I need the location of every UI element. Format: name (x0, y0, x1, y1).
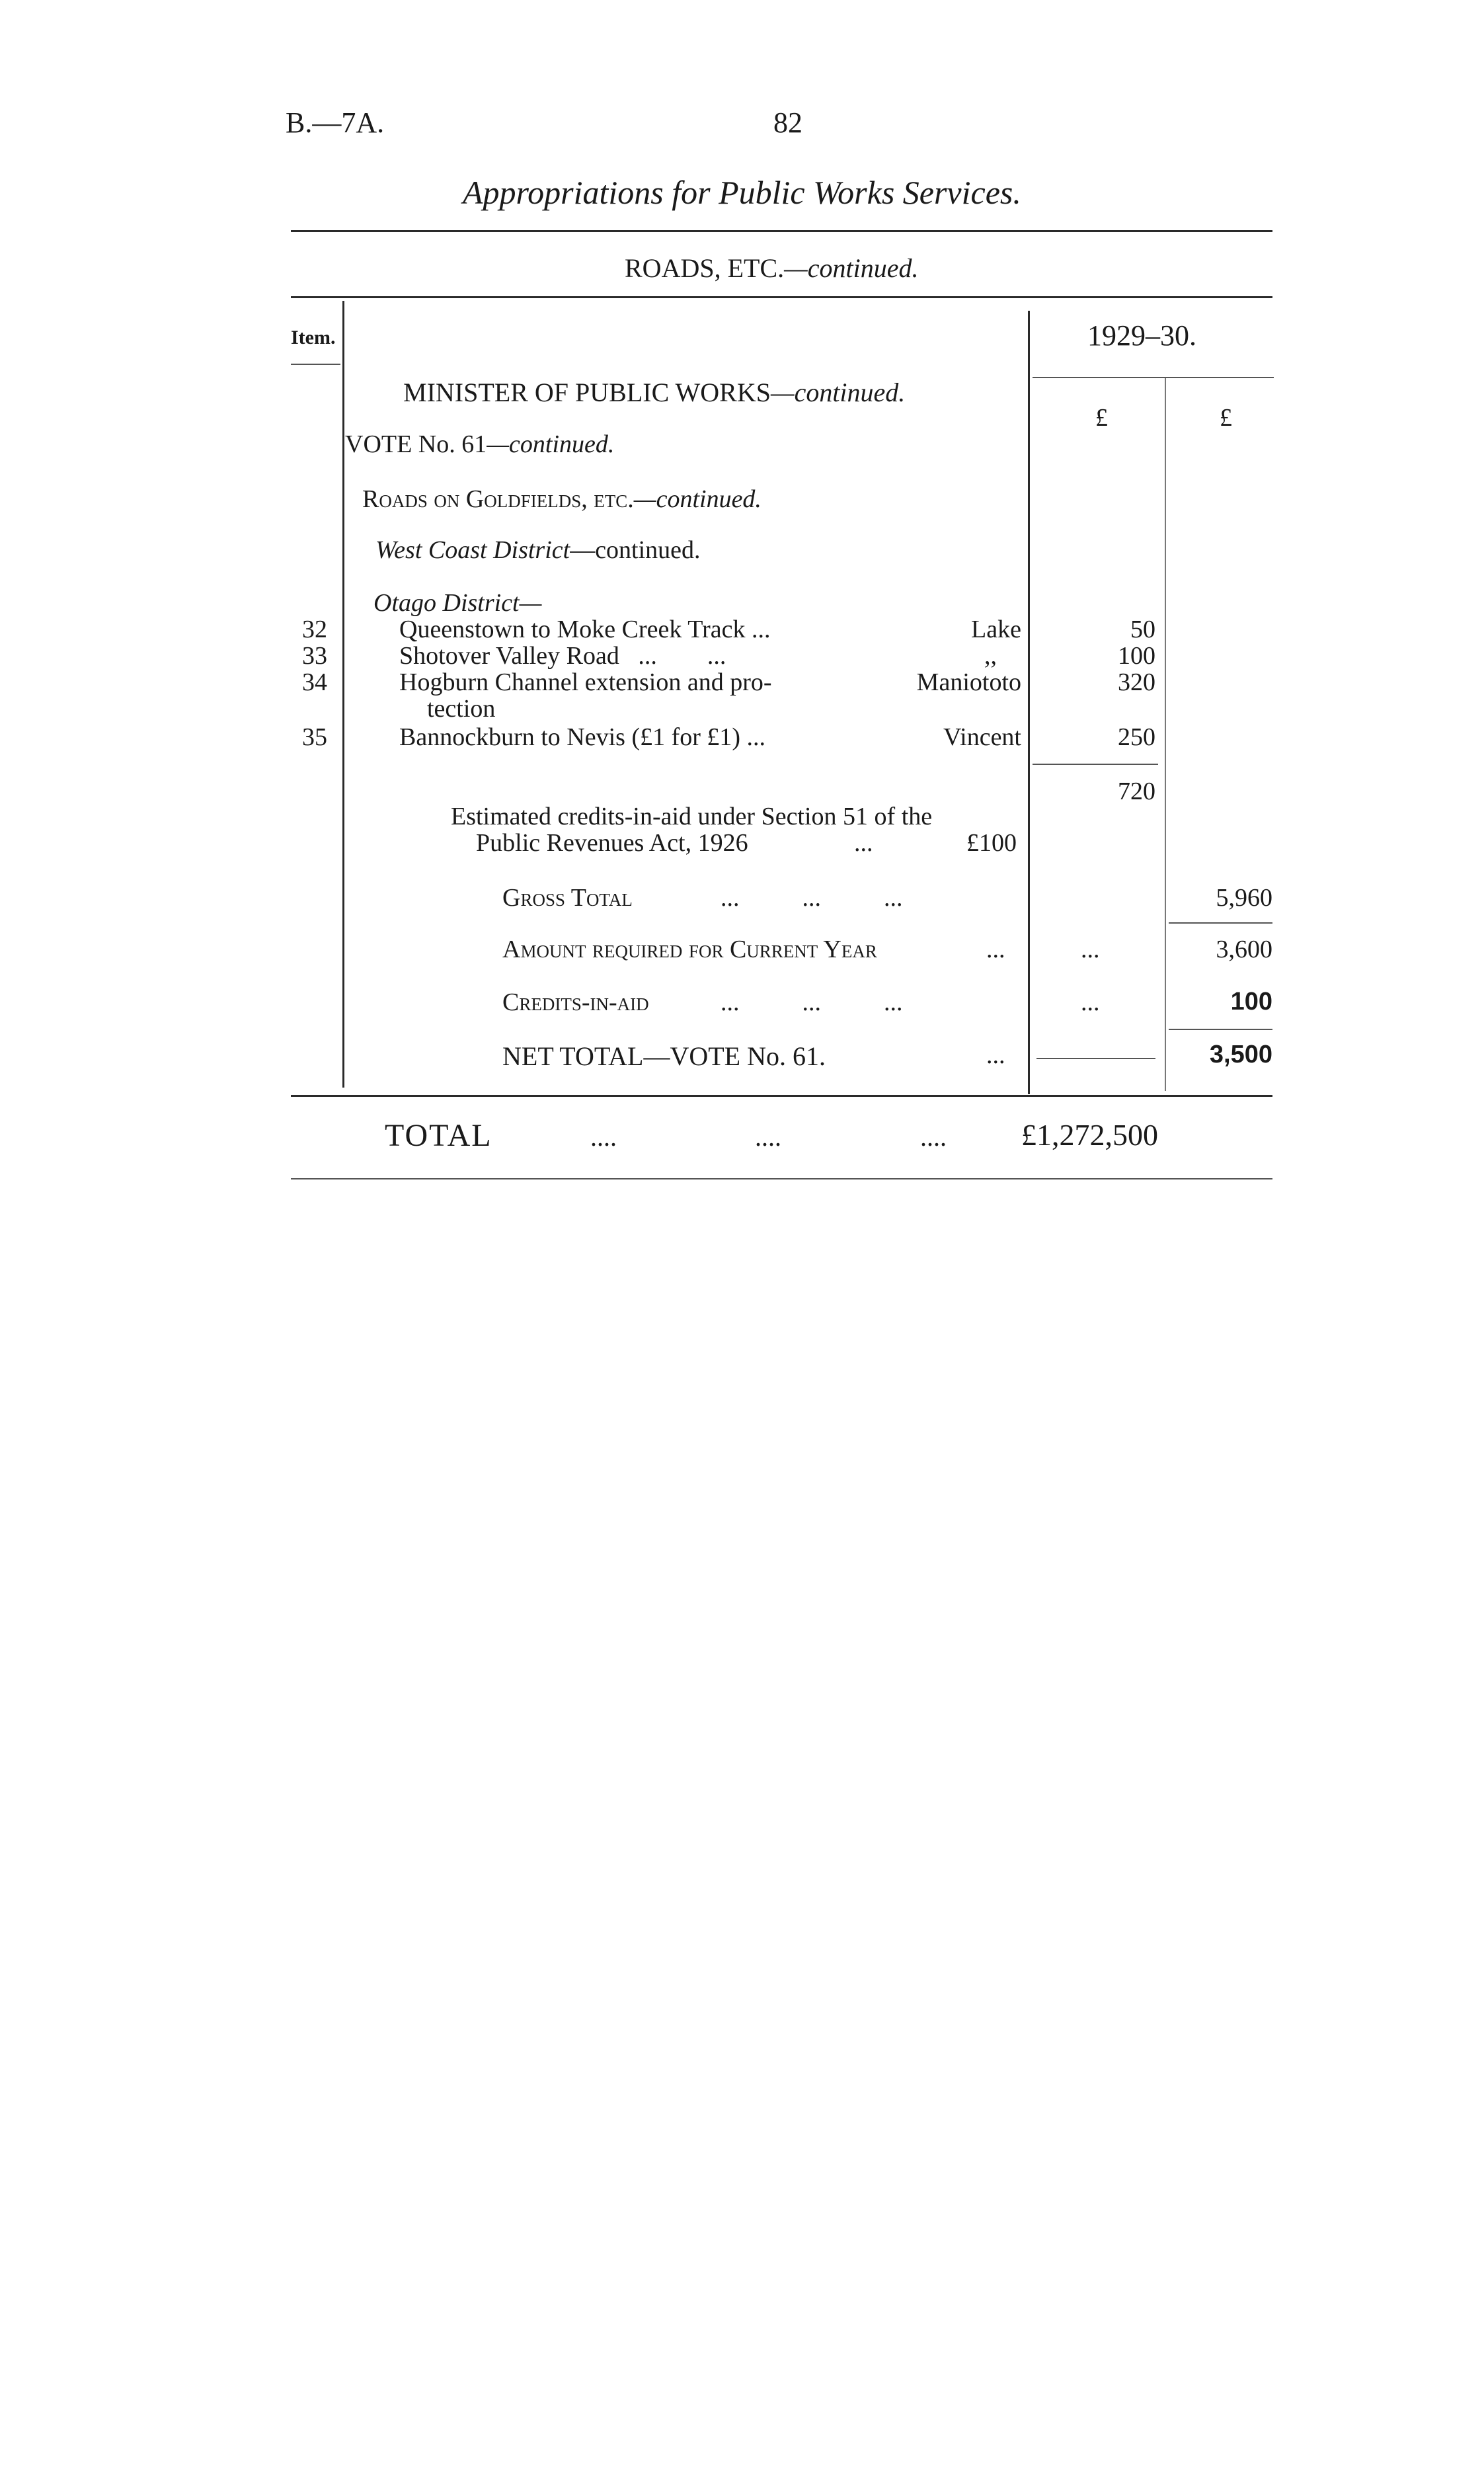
row-33-amount: 100 (1118, 642, 1155, 670)
amount-required-label: Amount required for Current Year (502, 936, 877, 963)
vote-heading (345, 430, 614, 459)
year-column-header: 1929–30. (1087, 319, 1196, 352)
row-33-county: ,, (984, 642, 997, 670)
gross-total-value: 5,960 (1216, 884, 1272, 912)
minister-heading-text: MINISTER OF PUBLIC WORKS (403, 378, 771, 407)
credits-in-aid-column-dots: ... (1081, 988, 1100, 1016)
section-title-text: ROADS, ETC. (625, 253, 785, 283)
grand-total-dots-2: .... (755, 1122, 781, 1152)
grand-total-dots-3: .... (920, 1122, 947, 1152)
table-bottom-rule (291, 1095, 1272, 1097)
net-total-value: 3,500 (1209, 1041, 1272, 1068)
subtotal-amount: 720 (1118, 778, 1155, 805)
minister-heading-suffix: —continued. (771, 378, 906, 407)
grand-total-label: TOTAL (385, 1118, 492, 1153)
pound-symbol-col1: £ (1095, 404, 1108, 432)
section-rule (291, 296, 1272, 298)
gross-total-dots: ... ... ... (721, 884, 903, 912)
minister-heading (403, 377, 905, 408)
amount-column-divider-left (1028, 311, 1030, 1094)
credits-in-aid-value: 100 (1230, 988, 1272, 1016)
row-34-amount: 320 (1118, 668, 1155, 696)
subhead-heading-text: Roads on Goldfields, etc. (362, 485, 634, 513)
page-number: 82 (773, 106, 802, 139)
row-32-description: Queenstown to Moke Creek Track ... (399, 616, 771, 643)
row-34-description-cont: tection (427, 695, 496, 723)
west-coast-heading-text: West Coast District (375, 536, 570, 564)
vote-heading-suffix: —continued. (487, 430, 615, 458)
row-35-amount: 250 (1118, 723, 1155, 751)
vote-heading-text: VOTE No. 61 (345, 430, 487, 458)
row-34-county: Maniototo (916, 668, 1021, 696)
subhead-heading-suffix: —continued. (633, 485, 762, 513)
item-header-underline (291, 364, 340, 365)
row-34-description: Hogburn Channel extension and pro- (399, 668, 772, 696)
row-33-item: 33 (302, 642, 327, 670)
gross-total-rule (1169, 922, 1272, 924)
credits-note-line2: Public Revenues Act, 1926 (476, 829, 748, 857)
row-35-description: Bannockburn to Nevis (£1 for £1) ... (399, 723, 766, 751)
gross-total-label: Gross Total (502, 884, 633, 912)
amount-required-column-dots: ... (1081, 936, 1100, 963)
row-35-county: Vincent (943, 723, 1021, 751)
amount-required-value: 3,600 (1216, 936, 1272, 963)
net-total-label: NET TOTAL—VOTE No. 61. (502, 1041, 826, 1071)
credits-in-aid-dots: ... ... ... (721, 988, 903, 1016)
header-rule-top (291, 230, 1272, 232)
net-total-dash (1036, 1058, 1155, 1059)
credits-note-amount: £100 (966, 829, 1017, 857)
section-title-suffix: —continued. (784, 253, 919, 283)
section-title (625, 253, 918, 284)
credits-in-aid-rule (1169, 1029, 1272, 1030)
row-34-item: 34 (302, 668, 327, 696)
subtotal-rule (1033, 764, 1158, 765)
doc-reference: B.—7A. (286, 106, 385, 139)
otago-heading: Otago District— (373, 589, 542, 617)
item-column-header: Item. (291, 327, 336, 348)
subhead-heading (362, 485, 762, 514)
item-column-divider (342, 301, 344, 1088)
pound-symbol-col2: £ (1220, 404, 1232, 432)
grand-total-rule (291, 1178, 1272, 1179)
west-coast-heading-suffix: —continued. (570, 536, 701, 564)
row-32-item: 32 (302, 616, 327, 643)
row-32-amount: 50 (1130, 616, 1155, 643)
credits-note-line1: Estimated credits-in-aid under Section 51 of the (451, 803, 933, 830)
amount-required-dots: ... (986, 936, 1005, 963)
amount-column-divider-mid (1165, 377, 1166, 1091)
row-35-item: 35 (302, 723, 327, 751)
credits-in-aid-label: Credits-in-aid (502, 988, 649, 1016)
row-32-county: Lake (971, 616, 1021, 643)
row-33-description: Shotover Valley Road ... ... (399, 642, 726, 670)
credits-note-dots: ... (854, 829, 873, 857)
grand-total-value: £1,272,500 (1021, 1118, 1158, 1152)
year-header-underline (1033, 377, 1274, 378)
page-title: Appropriations for Public Works Services. (463, 174, 1021, 211)
west-coast-heading (375, 536, 701, 565)
net-total-dots: ... (986, 1041, 1005, 1069)
grand-total-dots-1: .... (590, 1122, 617, 1152)
